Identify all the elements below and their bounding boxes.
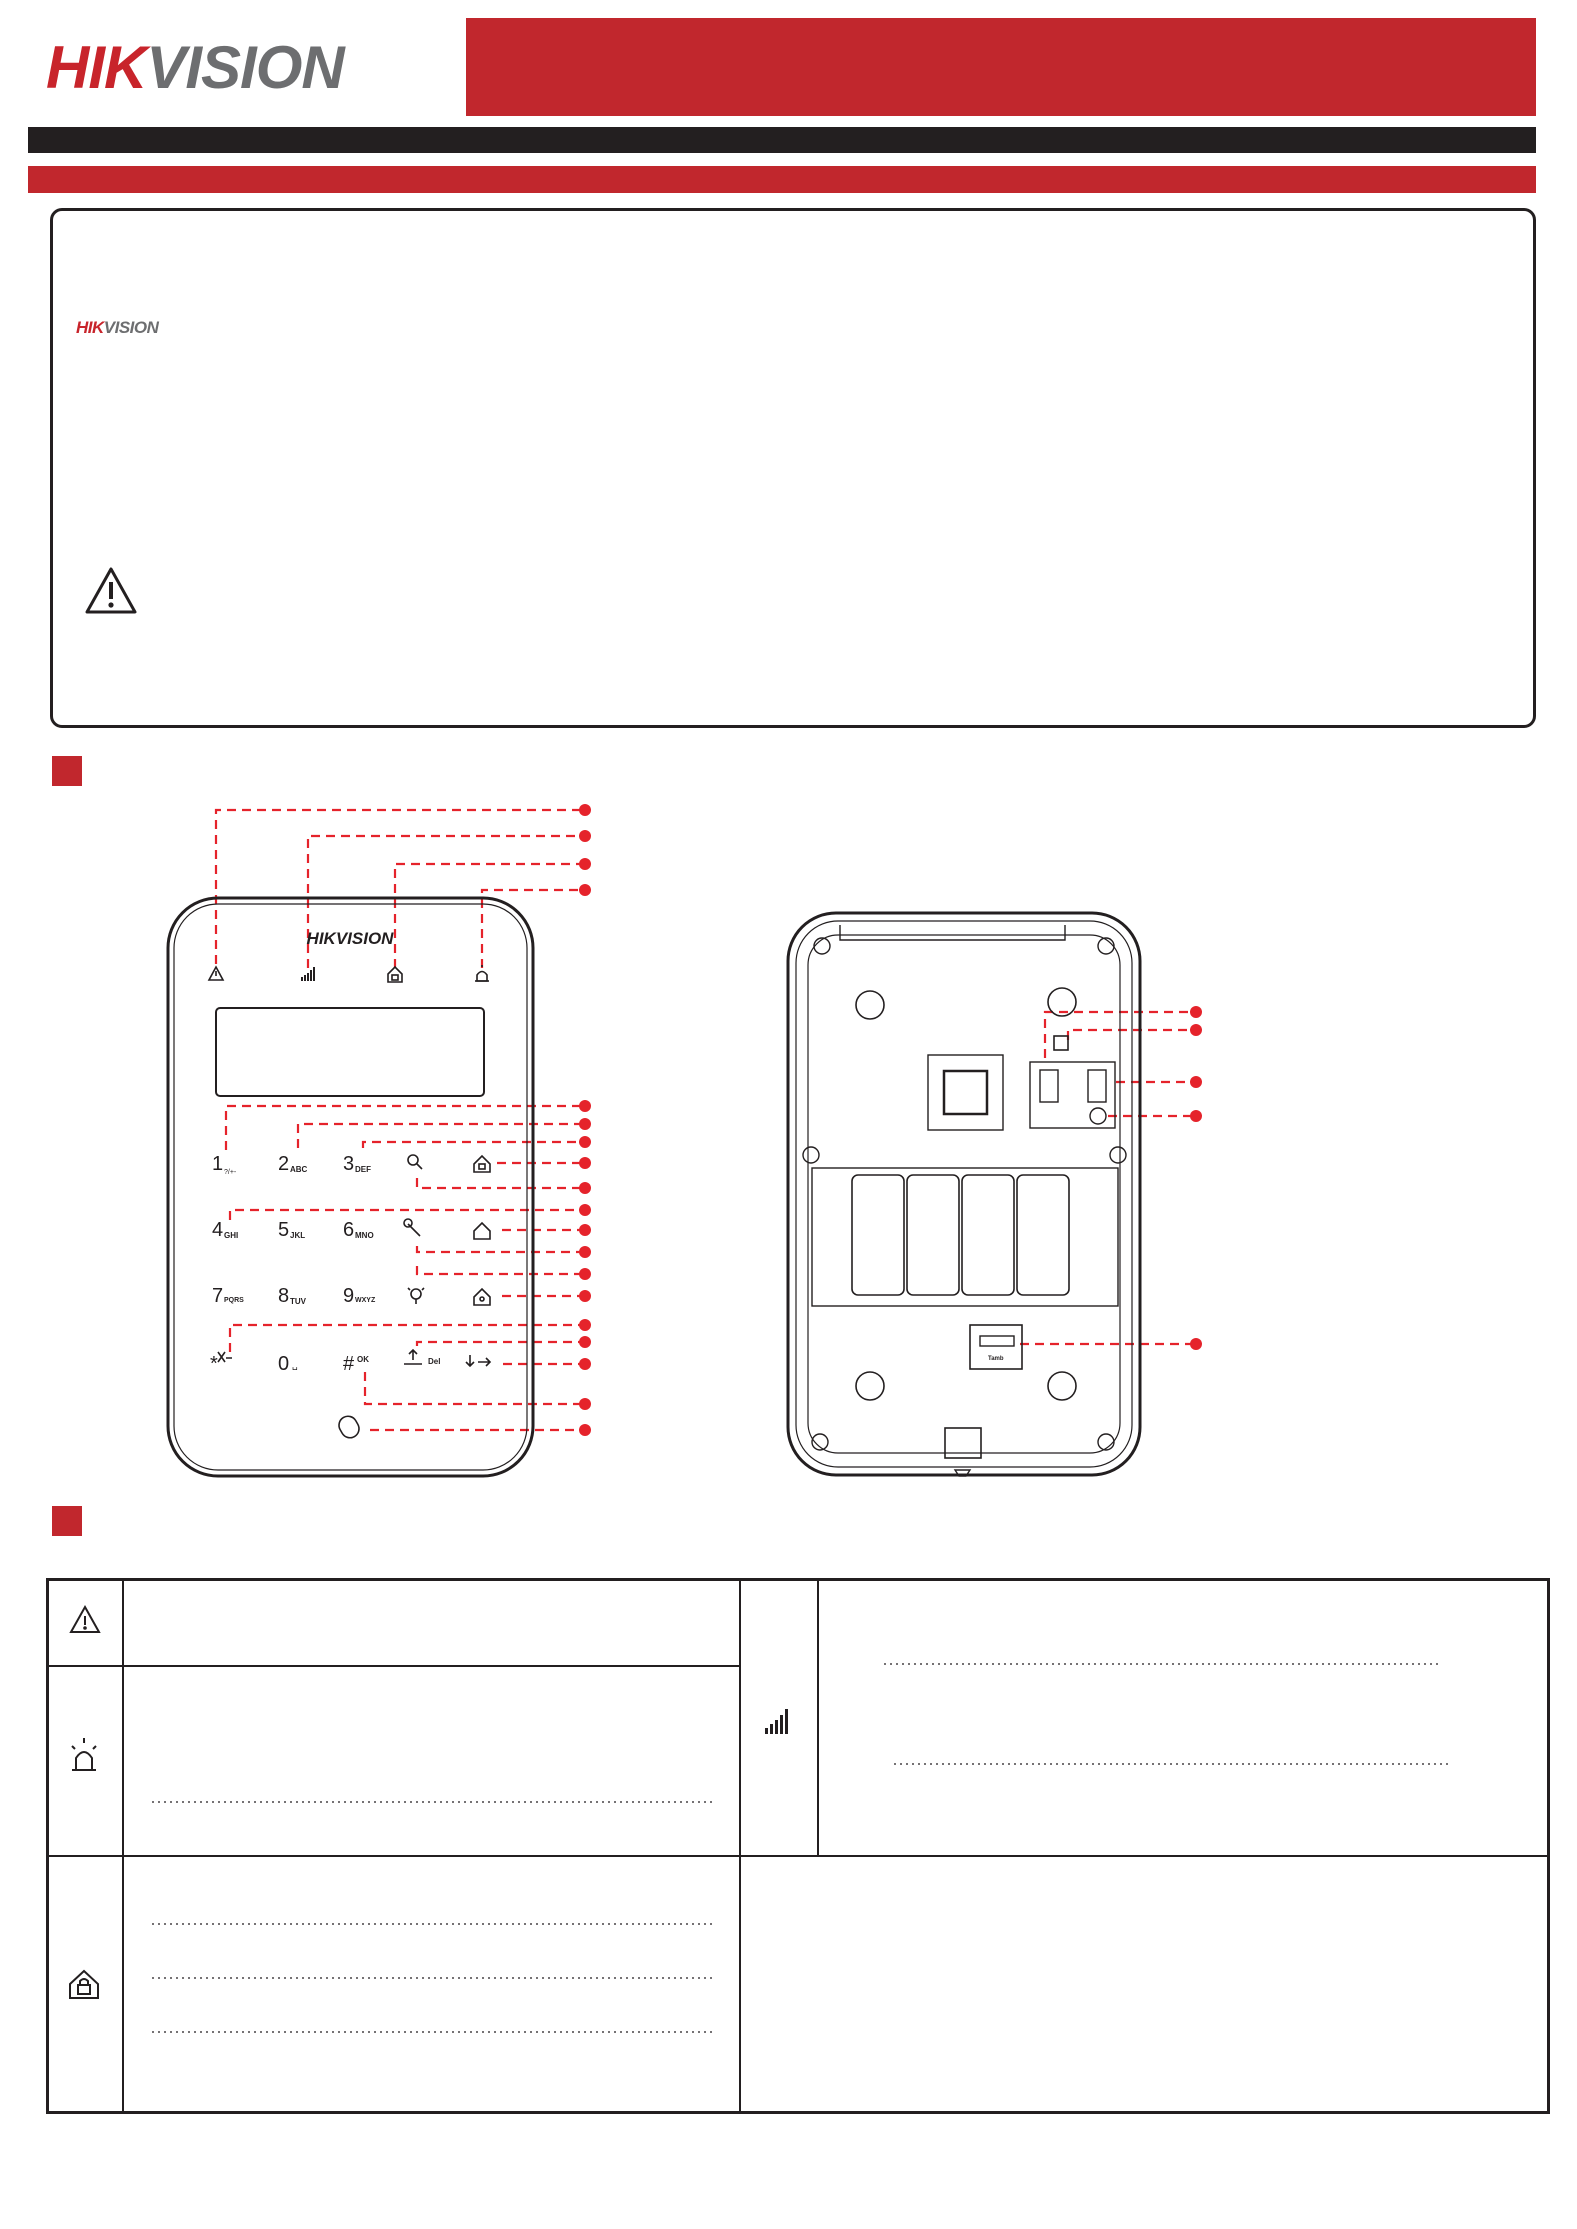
key-6-sub: MNO <box>355 1231 374 1240</box>
search-icon <box>408 1155 422 1169</box>
arm-icon <box>388 967 402 982</box>
light-icon <box>408 1288 424 1304</box>
logo-gray-part: VISION <box>146 34 344 101</box>
table-signal-icon <box>765 1709 788 1734</box>
keypad-front <box>168 898 533 1476</box>
key-2: 2 <box>278 1153 290 1175</box>
up-icon <box>404 1350 422 1364</box>
key-8-sub: TUV <box>290 1297 306 1306</box>
dotted-lines <box>152 1664 1452 2032</box>
key-3: 3 <box>343 1153 355 1175</box>
callout-lines <box>216 810 1196 1430</box>
indicator-table <box>46 1578 1550 2114</box>
keypad-keys <box>210 1153 440 1375</box>
notice-logo-red: HIK <box>76 318 104 337</box>
title-banner <box>466 18 1536 116</box>
table-fault-icon <box>71 1607 99 1632</box>
key-0: 0 <box>278 1353 290 1375</box>
key-5-sub: JKL <box>290 1231 306 1240</box>
key-6: 6 <box>343 1219 355 1241</box>
header-divider-red <box>28 166 1536 193</box>
disarm-icon <box>474 1289 490 1305</box>
key-4-sub: GHI <box>224 1231 239 1240</box>
del-label: Del <box>428 1357 441 1366</box>
key-4: 4 <box>212 1219 224 1241</box>
tamper-label: Tamb <box>988 1356 1004 1362</box>
notice-logo-gray: VISION <box>103 318 159 337</box>
table-arm-icon <box>70 1971 98 1998</box>
notice-logo <box>76 318 158 338</box>
header-divider-dark <box>28 127 1536 153</box>
key-hash: # <box>343 1353 355 1375</box>
fault-icon <box>209 967 223 980</box>
settings-icon <box>404 1219 420 1236</box>
away-arm-icon <box>474 1156 490 1172</box>
card-reader-icon <box>336 1413 363 1441</box>
stay-arm-icon <box>474 1223 490 1239</box>
key-9-sub: WXYZ <box>355 1297 376 1304</box>
hikvision-logo <box>46 34 376 101</box>
logo-red-part: HIK <box>46 34 147 101</box>
table-alarm-icon <box>72 1738 96 1770</box>
down-icon <box>466 1355 490 1366</box>
callout-dots <box>579 804 1202 1436</box>
key-1-sub: ?/+- <box>224 1169 237 1176</box>
key-1: 1 <box>212 1153 224 1175</box>
notice-box <box>50 208 1536 728</box>
key-3-sub: DEF <box>355 1165 371 1174</box>
back-panel <box>788 913 1140 1476</box>
keypad-brand: HIKVISION <box>306 929 394 948</box>
back-icon <box>218 1352 232 1362</box>
section-marker-indicators <box>52 1506 82 1536</box>
key-8: 8 <box>278 1285 290 1307</box>
key-5: 5 <box>278 1219 290 1241</box>
key-7-sub: PQRS <box>224 1297 244 1304</box>
key-2-sub: ABC <box>290 1165 308 1174</box>
warning-triangle-icon <box>84 566 138 616</box>
device-diagram <box>0 780 1577 1500</box>
key-hash-sub: OK <box>357 1355 369 1364</box>
key-star: * <box>210 1353 218 1375</box>
key-7: 7 <box>212 1285 224 1307</box>
key-0-sub: ␣ <box>292 1360 298 1370</box>
signal-icon <box>301 967 315 981</box>
key-9: 9 <box>343 1285 355 1307</box>
